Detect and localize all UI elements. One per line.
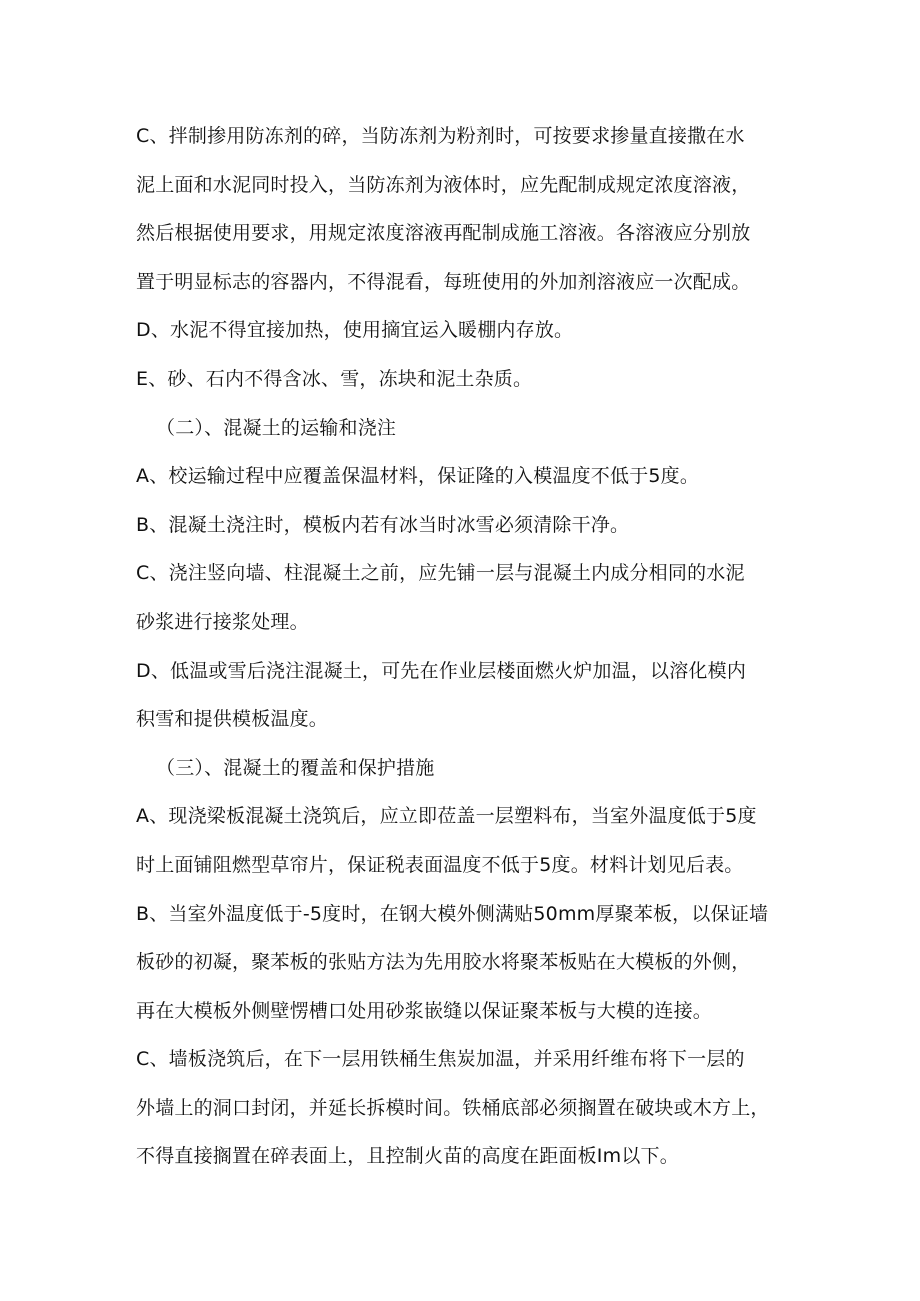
section-heading: （二）、混凝土的运输和浇注 [156,416,397,439]
text-line: E、砂、石内不得含冰、雪，冻块和泥土杂质。 [136,367,533,390]
text-line: 砂浆进行接浆处理。 [136,610,309,633]
text-line: 外墙上的洞口封闭，并延长拆模时间。铁桶底部必须搁置在破块或木方上， [136,1096,770,1119]
text-line: A、现浇梁板混凝土浇筑后，应立即莅盖一层塑料布，当室外温度低于5度 [136,805,757,828]
text-line: C、拌制掺用防冻剂的碎，当防冻剂为粉剂时，可按要求掺量直接撒在水 [136,125,745,147]
text-line: 积雪和提供模板温度。 [136,708,329,731]
text-line: A、校运输过程中应覆盖保温材料，保证隆的入模温度不低于5度。 [136,465,700,488]
text-line: B、当室外温度低于-5度时，在钢大模外侧满贴50mm厚聚苯板，以保证墙 [136,902,769,925]
text-line: 板砂的初凝，聚苯板的张贴方法为先用胶水将聚苯板贴在大模板的外侧， [136,951,751,974]
text-line: 然后根据使用要求，用规定浓度溶液再配制成施工溶液。各溶液应分别放 [136,222,751,245]
text-line: 时上面铺阻燃型草帘片，保证税表面温度不低于5度。材料计划见后表。 [136,853,744,876]
text-line: C、浇注竖向墙、柱混凝土之前，应先铺一层与混凝土内成分相同的水泥 [136,562,745,585]
text-line: 泥上面和水泥同时投入，当防冻剂为液体时，应先配制成规定浓度溶液， [136,173,751,196]
text-line: B、混凝土浇注时，模板内若有冰当时冰雪必须清除干净。 [136,513,630,536]
text-line: 不得直接搁置在碎表面上，且控制火苗的高度在距面板Im以下。 [136,1145,679,1168]
text-line: D、低温或雪后浇注混凝土，可先在作业层楼面燃火炉加温，以溶化模内 [136,659,747,682]
text-body [136,112,796,1181]
text-line: C、墙板浇筑后，在下一层用铁桶生焦炭加温，并采用纤维布将下一层的 [136,1048,745,1071]
text-line: 再在大模板外侧壁愣槽口处用砂浆嵌缝以保证聚苯板与大模的连接。 [136,999,713,1022]
text-line: D、水泥不得宜接加热，使用摘宜运入暖棚内存放。 [136,319,574,342]
text-line: 置于明显标志的容器内，不得混看，每班使用的外加剂溶液应一次配成。 [136,270,751,293]
section-heading: （三）、混凝土的覆盖和保护措施 [156,756,435,779]
